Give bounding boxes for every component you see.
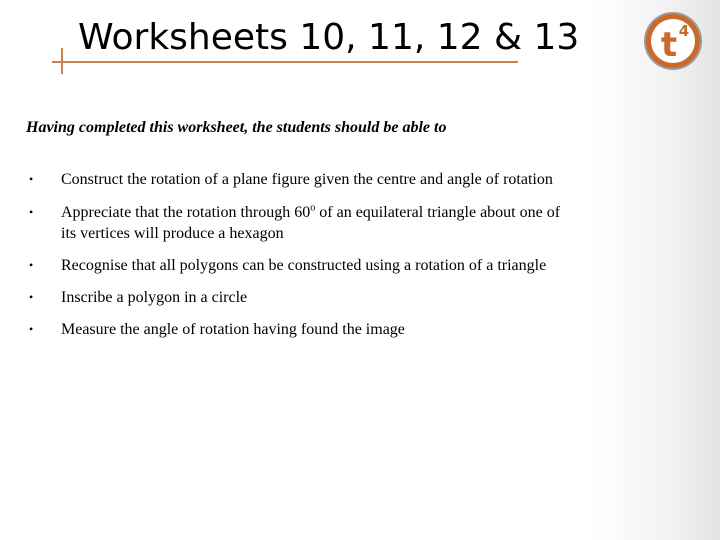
list-item — [26, 287, 656, 308]
logo-letter: t — [660, 25, 678, 65]
bullet: • — [29, 205, 34, 219]
t4-logo-icon — [642, 10, 704, 72]
list-item — [26, 319, 656, 340]
objective-text: Appreciate that the rotation through 60 — [61, 204, 311, 221]
objective-text-rest: of an equilateral triangle about one of — [315, 204, 561, 221]
bullet: • — [29, 258, 34, 272]
objective-text-line2: its vertices will produce a hexagon — [61, 225, 284, 242]
bullet: • — [29, 322, 34, 336]
objective-text: Recognise that all polygons can be constructed using a rotation of a triangle — [61, 257, 547, 274]
intro-text: Having completed this worksheet, the students should be able to — [26, 119, 447, 136]
bullet: • — [29, 290, 34, 304]
title-underline — [52, 61, 518, 63]
bullet: • — [29, 172, 34, 186]
objective-text: Construct the rotation of a plane figure given the centre and angle of rotation — [61, 171, 553, 188]
degree-mark: o — [310, 202, 316, 214]
page-title: Worksheets 10, 11, 12 & 13 — [78, 17, 580, 58]
title-tick-mark — [61, 48, 63, 74]
objective-text: Measure the angle of rotation having found the image — [61, 321, 405, 338]
list-item — [26, 169, 656, 190]
list-item — [26, 202, 656, 244]
logo-superscript: 4 — [678, 22, 690, 40]
objective-text: Inscribe a polygon in a circle — [61, 289, 248, 306]
objectives-list — [26, 169, 656, 340]
list-item — [26, 255, 656, 276]
